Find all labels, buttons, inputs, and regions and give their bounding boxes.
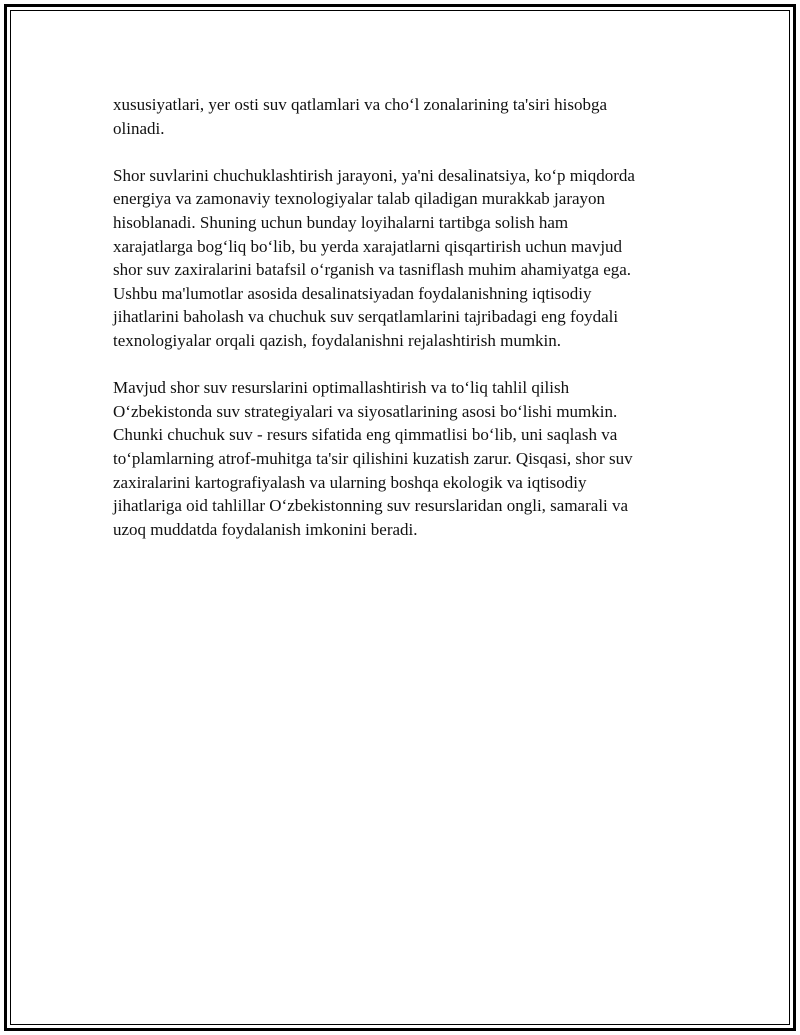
text-line: jihatlariga oid tahlillar O‘zbekistonning suv resurslaridan ongli, samarali va [113,496,629,516]
paragraph-2 [113,164,693,353]
text-line: O‘zbekistonda suv strategiyalari va siyosatlarining asosi bo‘lishi mumkin. [113,401,618,421]
text-line: xususiyatlari, yer osti suv qatlamlari va cho‘l zonalarining ta'siri hisobga [113,95,608,114]
text-line: to‘plamlarning atrof-muhitga ta'sir qilishini kuzatish zarur. Qisqasi, shor suv [113,448,633,468]
text-line: shor suv zaxiralarini batafsil o‘rganish va tasniflash muhim ahamiyatga ega. [113,260,632,280]
text-line: olinadi. [113,118,165,138]
paragraph-3 [113,376,693,541]
text-line: energiya va zamonaviy texnologiyalar talab qiladigan murakkab jarayon [113,189,606,209]
text-line: Chunki chuchuk suv - resurs sifatida eng qimmatlisi bo‘lib, uni saqlash va [113,425,618,445]
text-line: uzoq muddatda foydalanish imkonini beradi. [113,519,418,539]
document-body [113,93,693,565]
text-line: texnologiyalar orqali qazish, foydalanishni rejalashtirish mumkin. [113,330,562,350]
text-line: jihatlarini baholash va chuchuk suv serqatlamlarini tajribadagi eng foydali [113,307,619,327]
text-line: hisoblanadi. Shuning uchun bunday loyihalarni tartibga solish ham [113,212,569,232]
text-line: Mavjud shor suv resurslarini optimallashtirish va to‘liq tahlil qilish [113,378,570,398]
text-line: Shor suvlarini chuchuklashtirish jarayoni, ya'ni desalinatsiya, ko‘p miqdorda [113,165,635,185]
paragraph-1 [113,93,693,140]
text-line: xarajatlarga bog‘liq bo‘lib, bu yerda xarajatlarni qisqartirish uchun mavjud [113,236,623,256]
text-line: zaxiralarini kartografiyalash va ularning boshqa ekologik va iqtisodiy [113,472,587,492]
text-line: Ushbu ma'lumotlar asosida desalinatsiyadan foydalanishning iqtisodiy [113,283,592,303]
